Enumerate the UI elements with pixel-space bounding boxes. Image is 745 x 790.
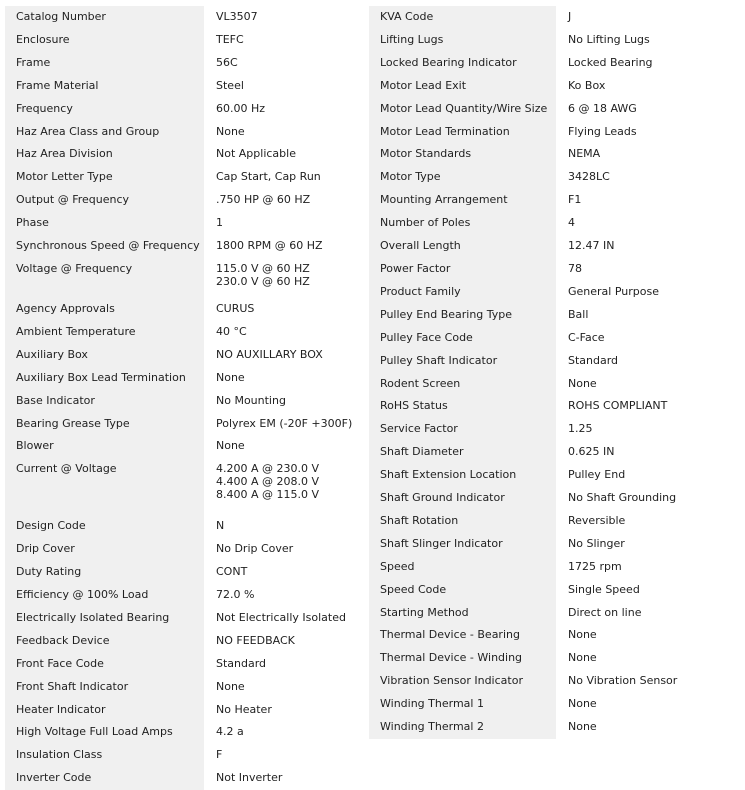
spec-row-overall-length: [369, 235, 736, 258]
spec-label: Thermal Device - Winding: [369, 647, 556, 670]
spec-row-number-of-poles: [369, 212, 736, 235]
spec-label: Shaft Ground Indicator: [369, 487, 556, 510]
spec-value-line: None: [216, 124, 245, 138]
spec-row-bearing-grease-type: [5, 413, 364, 436]
spec-value: [204, 258, 364, 298]
spec-value: [556, 395, 736, 418]
spec-value: [204, 321, 364, 344]
spec-value: [556, 281, 736, 304]
spec-value-line: No Vibration Sensor: [568, 674, 678, 688]
spec-value-line: 3428LC: [568, 170, 610, 184]
spec-label: Mounting Arrangement: [369, 189, 556, 212]
spec-value-line: None: [568, 651, 597, 665]
spec-row-front-face-code: [5, 653, 364, 676]
spec-row-electrically-isolated-bearing: [5, 607, 364, 630]
spec-label: Blower: [5, 435, 204, 458]
spec-label: Feedback Device: [5, 630, 204, 653]
spec-row-service-factor: [369, 418, 736, 441]
spec-row-winding-thermal-1: [369, 693, 736, 716]
spec-value: [204, 607, 364, 630]
spec-value-line: NEMA: [568, 147, 601, 161]
spec-value-line: Direct on line: [568, 605, 642, 619]
spec-value: [556, 579, 736, 602]
spec-value-line: 78: [568, 261, 582, 275]
spec-value-line: 60.00 Hz: [216, 101, 266, 115]
spec-label: Shaft Rotation: [369, 510, 556, 533]
spec-label: Frame: [5, 52, 204, 75]
spec-value: [556, 327, 736, 350]
spec-label: Pulley End Bearing Type: [369, 304, 556, 327]
spec-row-locked-bearing-indicator: [369, 52, 736, 75]
spec-row-motor-lead-termination: [369, 121, 736, 144]
spec-label: Shaft Slinger Indicator: [369, 533, 556, 556]
spec-row-kva-code: [369, 6, 736, 29]
spec-value: [204, 75, 364, 98]
spec-value: [556, 602, 736, 625]
spec-label: Enclosure: [5, 29, 204, 52]
spec-row-catalog-number: [5, 6, 364, 29]
spec-row-haz-area-division: [5, 143, 364, 166]
spec-value-line: TEFC: [216, 32, 244, 46]
spec-row-efficiency-100-load: [5, 584, 364, 607]
spec-value: [556, 647, 736, 670]
spec-value-line: N: [216, 519, 225, 533]
spec-row-insulation-class: [5, 744, 364, 767]
spec-row-rohs-status: [369, 395, 736, 418]
spec-value-line: Standard: [216, 656, 267, 670]
spec-row-shaft-slinger-indicator: [369, 533, 736, 556]
spec-row-shaft-extension-location: [369, 464, 736, 487]
spec-label: Shaft Diameter: [369, 441, 556, 464]
spec-value-line: Steel: [216, 78, 244, 92]
spec-label: Winding Thermal 2: [369, 716, 556, 739]
spec-value: [204, 98, 364, 121]
spec-table-left: [5, 6, 364, 790]
spec-label: Frame Material: [5, 75, 204, 98]
spec-value: [556, 373, 736, 396]
spec-value-line: Single Speed: [568, 582, 640, 596]
spec-value: [204, 298, 364, 321]
spec-row-motor-standards: [369, 143, 736, 166]
spec-value: [556, 350, 736, 373]
spec-row-product-family: [369, 281, 736, 304]
spec-row-power-factor: [369, 258, 736, 281]
spec-value-line: 1725 rpm: [568, 559, 622, 573]
spec-value-line: Polyrex EM (-20F +300F): [216, 416, 353, 430]
spec-label: Pulley Face Code: [369, 327, 556, 350]
spec-value-line: No Lifting Lugs: [568, 32, 650, 46]
spec-label: Auxiliary Box: [5, 344, 204, 367]
spec-value-line: 4: [568, 216, 575, 230]
spec-row-design-code: [5, 515, 364, 538]
spec-row-front-shaft-indicator: [5, 676, 364, 699]
spec-value: [204, 189, 364, 212]
spec-value-line: VL3507: [216, 10, 258, 23]
spec-label: Ambient Temperature: [5, 321, 204, 344]
spec-label: Efficiency @ 100% Load: [5, 584, 204, 607]
spec-label: Motor Lead Termination: [369, 121, 556, 144]
spec-row-ambient-temperature: [5, 321, 364, 344]
spec-value: [556, 75, 736, 98]
spec-label: Speed Code: [369, 579, 556, 602]
spec-value: [204, 52, 364, 75]
spec-value: [204, 561, 364, 584]
spec-value-line: .750 HP @ 60 HZ: [216, 193, 311, 207]
spec-value-line: 4.400 A @ 208.0 V: [216, 475, 320, 489]
spec-label: Motor Lead Quantity/Wire Size: [369, 98, 556, 121]
spec-label: Synchronous Speed @ Frequency: [5, 235, 204, 258]
spec-value: [556, 556, 736, 579]
spec-row-vibration-sensor-indicator: [369, 670, 736, 693]
spec-label: Product Family: [369, 281, 556, 304]
spec-row-frame: [5, 52, 364, 75]
spec-label: Locked Bearing Indicator: [369, 52, 556, 75]
spec-value: [556, 670, 736, 693]
spec-value-line: F: [216, 748, 223, 762]
spec-value-line: Standard: [568, 353, 619, 367]
spec-value-line: CURUS: [216, 301, 255, 315]
spec-value-line: None: [216, 370, 245, 384]
spec-label: Front Shaft Indicator: [5, 676, 204, 699]
spec-row-synchronous-speed-frequency: [5, 235, 364, 258]
spec-value: [556, 6, 736, 29]
spec-value-line: F1: [568, 193, 582, 207]
spec-value-line: NO FEEDBACK: [216, 633, 295, 647]
spec-row-shaft-rotation: [369, 510, 736, 533]
spec-value: [556, 624, 736, 647]
spec-value: [556, 716, 736, 739]
spec-value-line: None: [568, 628, 597, 642]
spec-value-line: Not Electrically Isolated: [216, 610, 346, 624]
spec-value: [204, 367, 364, 390]
spec-row-pulley-shaft-indicator: [369, 350, 736, 373]
spec-row-lifting-lugs: [369, 29, 736, 52]
spec-label: Rodent Screen: [369, 373, 556, 396]
spec-label: Power Factor: [369, 258, 556, 281]
spec-label: Electrically Isolated Bearing: [5, 607, 204, 630]
spec-label: Frequency: [5, 98, 204, 121]
spec-value-line: General Purpose: [568, 284, 659, 298]
spec-row-base-indicator: [5, 390, 364, 413]
spec-label: Agency Approvals: [5, 298, 204, 321]
spec-value: [204, 344, 364, 367]
spec-label: Shaft Extension Location: [369, 464, 556, 487]
spec-row-thermal-device-winding: [369, 647, 736, 670]
spec-value-line: 12.47 IN: [568, 239, 615, 253]
spec-value: [204, 435, 364, 458]
spec-row-motor-lead-quantity-wire-size: [369, 98, 736, 121]
spec-label: Haz Area Division: [5, 143, 204, 166]
spec-value: [556, 52, 736, 75]
spec-value-line: No Mounting: [216, 393, 286, 407]
spec-value-line: 72.0 %: [216, 588, 255, 602]
spec-value: [556, 441, 736, 464]
spec-value: [556, 258, 736, 281]
spec-value-line: 1: [216, 216, 223, 230]
spec-row-inverter-code: [5, 767, 364, 790]
spec-row-pulley-face-code: [369, 327, 736, 350]
spec-row-rodent-screen: [369, 373, 736, 396]
spec-value-line: Locked Bearing: [568, 55, 653, 69]
spec-value: [556, 98, 736, 121]
spec-label: Bearing Grease Type: [5, 413, 204, 436]
spec-label: Voltage @ Frequency: [5, 258, 204, 298]
spec-value: [556, 143, 736, 166]
spec-row-heater-indicator: [5, 699, 364, 722]
spec-value-line: None: [568, 697, 597, 711]
spec-row-thermal-device-bearing: [369, 624, 736, 647]
spec-row-shaft-diameter: [369, 441, 736, 464]
spec-row-pulley-end-bearing-type: [369, 304, 736, 327]
spec-value-line: No Shaft Grounding: [568, 491, 677, 505]
spec-label: Overall Length: [369, 235, 556, 258]
spec-row-winding-thermal-2: [369, 716, 736, 739]
spec-label: Phase: [5, 212, 204, 235]
spec-value-line: 6 @ 18 AWG: [568, 101, 637, 115]
spec-row-speed-code: [369, 579, 736, 602]
spec-label: Motor Letter Type: [5, 166, 204, 189]
spec-row-shaft-ground-indicator: [369, 487, 736, 510]
spec-value: [204, 458, 364, 515]
spec-value: [204, 699, 364, 722]
spec-value-line: 4.2 a: [216, 725, 244, 739]
spec-row-duty-rating: [5, 561, 364, 584]
spec-row-agency-approvals: [5, 298, 364, 321]
spec-value-line: C-Face: [568, 330, 605, 344]
spec-value-line: J: [568, 10, 572, 23]
spec-table-right: [369, 6, 736, 739]
spec-value: [556, 510, 736, 533]
spec-value-line: ROHS COMPLIANT: [568, 399, 668, 413]
spec-value-line: 56C: [216, 55, 238, 69]
spec-value: [204, 390, 364, 413]
spec-value-line: 4.200 A @ 230.0 V: [216, 462, 320, 476]
spec-label: Pulley Shaft Indicator: [369, 350, 556, 373]
spec-row-frequency: [5, 98, 364, 121]
spec-value: [556, 29, 736, 52]
spec-value-line: Flying Leads: [568, 124, 637, 138]
spec-label: Duty Rating: [5, 561, 204, 584]
spec-row-motor-letter-type: [5, 166, 364, 189]
spec-row-auxiliary-box-lead-termination: [5, 367, 364, 390]
spec-value: [204, 143, 364, 166]
spec-value-line: NO AUXILLARY BOX: [216, 347, 323, 361]
spec-row-frame-material: [5, 75, 364, 98]
spec-value-line: Cap Start, Cap Run: [216, 170, 321, 184]
spec-row-phase: [5, 212, 364, 235]
spec-row-motor-type: [369, 166, 736, 189]
spec-row-output-frequency: [5, 189, 364, 212]
spec-value-line: 8.400 A @ 115.0 V: [216, 488, 320, 502]
spec-value: [556, 533, 736, 556]
spec-label: Motor Type: [369, 166, 556, 189]
spec-value: [556, 418, 736, 441]
spec-row-high-voltage-full-load-amps: [5, 721, 364, 744]
spec-label: KVA Code: [369, 6, 556, 29]
spec-value-line: 1.25: [568, 422, 593, 436]
spec-label: Motor Standards: [369, 143, 556, 166]
spec-value-line: Not Applicable: [216, 147, 296, 161]
spec-value: [204, 676, 364, 699]
spec-value: [556, 304, 736, 327]
spec-value: [204, 235, 364, 258]
spec-value: [204, 584, 364, 607]
spec-label: Haz Area Class and Group: [5, 121, 204, 144]
spec-label: Auxiliary Box Lead Termination: [5, 367, 204, 390]
spec-value-line: None: [216, 679, 245, 693]
spec-value-line: Ko Box: [568, 78, 606, 92]
spec-value: [204, 721, 364, 744]
spec-value-line: Pulley End: [568, 468, 626, 482]
spec-value-line: None: [568, 720, 597, 734]
spec-row-speed: [369, 556, 736, 579]
spec-row-enclosure: [5, 29, 364, 52]
spec-value: [204, 121, 364, 144]
spec-value-line: None: [568, 376, 597, 390]
spec-label: Heater Indicator: [5, 699, 204, 722]
spec-row-voltage-frequency: [5, 258, 364, 298]
spec-value: [556, 235, 736, 258]
spec-value-line: 1800 RPM @ 60 HZ: [216, 239, 323, 253]
spec-value: [204, 166, 364, 189]
spec-value-line: 0.625 IN: [568, 445, 615, 459]
spec-value: [556, 166, 736, 189]
spec-value: [556, 487, 736, 510]
spec-value: [204, 413, 364, 436]
spec-value-line: None: [216, 439, 245, 453]
spec-label: Current @ Voltage: [5, 458, 204, 515]
spec-label: Vibration Sensor Indicator: [369, 670, 556, 693]
spec-row-feedback-device: [5, 630, 364, 653]
spec-value: [556, 189, 736, 212]
spec-label: Starting Method: [369, 602, 556, 625]
spec-value: [556, 121, 736, 144]
spec-label: Service Factor: [369, 418, 556, 441]
spec-value-line: No Slinger: [568, 536, 625, 550]
spec-label: High Voltage Full Load Amps: [5, 721, 204, 744]
spec-label: Front Face Code: [5, 653, 204, 676]
spec-row-drip-cover: [5, 538, 364, 561]
spec-label: Output @ Frequency: [5, 189, 204, 212]
spec-row-motor-lead-exit: [369, 75, 736, 98]
spec-value: [556, 693, 736, 716]
spec-value: [204, 515, 364, 538]
spec-value: [556, 212, 736, 235]
spec-label: Drip Cover: [5, 538, 204, 561]
spec-row-mounting-arrangement: [369, 189, 736, 212]
spec-label: Speed: [369, 556, 556, 579]
spec-label: Insulation Class: [5, 744, 204, 767]
spec-value: [204, 744, 364, 767]
spec-value-line: Not Inverter: [216, 771, 283, 785]
spec-row-blower: [5, 435, 364, 458]
spec-value-line: No Heater: [216, 702, 272, 716]
spec-label: RoHS Status: [369, 395, 556, 418]
spec-label: Winding Thermal 1: [369, 693, 556, 716]
spec-value: [204, 767, 364, 790]
spec-row-auxiliary-box: [5, 344, 364, 367]
spec-row-haz-area-class-and-group: [5, 121, 364, 144]
spec-value: [556, 464, 736, 487]
spec-value: [204, 6, 364, 29]
spec-label: Number of Poles: [369, 212, 556, 235]
spec-value-line: Ball: [568, 307, 589, 321]
spec-label: Catalog Number: [5, 6, 204, 29]
spec-label: Base Indicator: [5, 390, 204, 413]
spec-value: [204, 630, 364, 653]
spec-value: [204, 653, 364, 676]
spec-value-line: CONT: [216, 565, 248, 579]
spec-value-line: Reversible: [568, 513, 626, 527]
spec-label: Lifting Lugs: [369, 29, 556, 52]
spec-label: Design Code: [5, 515, 204, 538]
spec-value-line: 230.0 V @ 60 HZ: [216, 274, 310, 288]
spec-label: Thermal Device - Bearing: [369, 624, 556, 647]
spec-value: [204, 212, 364, 235]
spec-row-starting-method: [369, 602, 736, 625]
spec-value-line: 115.0 V @ 60 HZ: [216, 261, 310, 275]
spec-row-current-voltage: [5, 458, 364, 515]
spec-value: [204, 29, 364, 52]
spec-label: Inverter Code: [5, 767, 204, 790]
spec-value-line: No Drip Cover: [216, 542, 294, 556]
spec-value-line: 40 °C: [216, 324, 247, 338]
spec-label: Motor Lead Exit: [369, 75, 556, 98]
spec-value: [204, 538, 364, 561]
